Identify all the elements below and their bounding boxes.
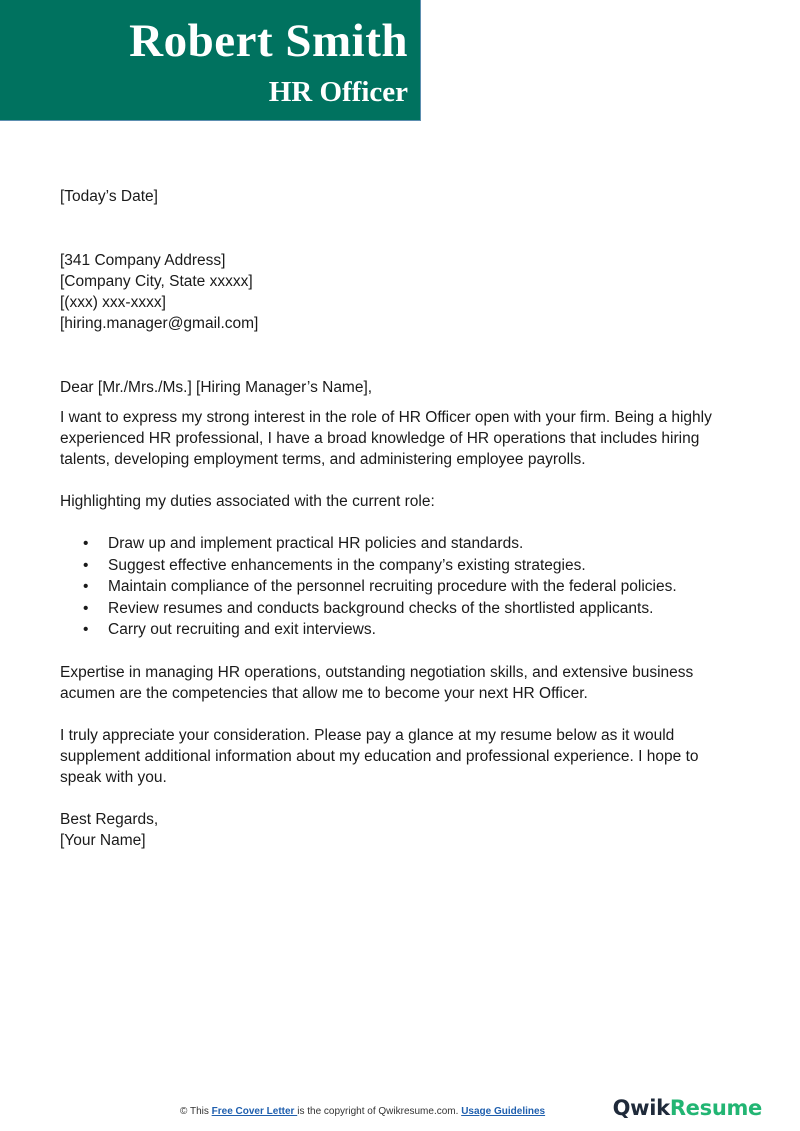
closing-paragraph: I truly appreciate your consideration. Please pay a glance at my resume below as it would supplement additional information about my education and professional experience. I hope to speak with you. bbox=[60, 726, 699, 786]
bullet-icon: • bbox=[83, 535, 89, 552]
duty-text: Carry out recruiting and exit interviews. bbox=[108, 621, 376, 638]
candidate-job-title: HR Officer bbox=[268, 76, 408, 108]
list-item bbox=[83, 576, 740, 598]
candidate-name: Robert Smith bbox=[129, 15, 408, 67]
recipient-address-block bbox=[60, 250, 740, 334]
duty-text: Suggest effective enhancements in the company’s existing strategies. bbox=[108, 556, 586, 574]
intro-paragraph: I want to express my strong interest in the role of HR Officer open with your firm. Being a highly experienced HR professional, I have a broad knowledge of HR operations that includes hiring talents, developing employment terms, and administering employee payrolls. bbox=[60, 409, 712, 468]
free-cover-letter-link[interactable]: Free Cover Letter bbox=[211, 1106, 298, 1117]
recipient-address: [341 Company Address] bbox=[60, 252, 226, 269]
letter-date: [Today’s Date] bbox=[60, 188, 158, 205]
list-item bbox=[83, 555, 740, 577]
duties-intro: Highlighting my duties associated with the current role: bbox=[60, 493, 435, 510]
usage-guidelines-link[interactable]: Usage Guidelines bbox=[461, 1106, 546, 1117]
duty-text: Review resumes and conducts background checks of the shortlisted applicants. bbox=[108, 599, 654, 617]
copyright-middle: is the copyright of Qwikresume.com. bbox=[297, 1106, 462, 1117]
salutation: Dear [Mr./Mrs./Ms.] [Hiring Manager’s Name], bbox=[60, 379, 373, 396]
recipient-phone: [(xxx) xxx-xxxx] bbox=[60, 294, 166, 311]
duty-text: Maintain compliance of the personnel recruiting procedure with the federal policies. bbox=[108, 578, 677, 595]
sign-off-block bbox=[60, 809, 740, 851]
bullet-icon: • bbox=[83, 556, 89, 574]
recipient-city-state: [Company City, State xxxxx] bbox=[60, 273, 253, 290]
list-item bbox=[83, 598, 740, 620]
bullet-icon: • bbox=[83, 599, 89, 617]
duty-text: Draw up and implement practical HR policies and standards. bbox=[108, 535, 524, 552]
sign-off: Best Regards, bbox=[60, 810, 159, 828]
signature: [Your Name] bbox=[60, 831, 146, 849]
list-item bbox=[83, 619, 740, 641]
letter-body bbox=[60, 186, 740, 851]
skills-paragraph: Expertise in managing HR operations, outstanding negotiation skills, and extensive business acumen are the competencies that allow me to become your next HR Officer. bbox=[60, 663, 694, 702]
copyright-notice bbox=[180, 1106, 545, 1117]
list-item bbox=[83, 533, 740, 555]
copyright-prefix: © This bbox=[180, 1106, 212, 1117]
bullet-icon: • bbox=[83, 578, 89, 595]
logo-part-qwik: Qwik bbox=[612, 1096, 670, 1120]
bullet-icon: • bbox=[83, 621, 89, 638]
recipient-email: [hiring.manager@gmail.com] bbox=[60, 315, 259, 332]
duties-list bbox=[60, 533, 740, 641]
header-band bbox=[0, 0, 421, 121]
logo-part-resume: Resume bbox=[669, 1096, 762, 1120]
qwikresume-logo[interactable] bbox=[613, 1096, 762, 1120]
